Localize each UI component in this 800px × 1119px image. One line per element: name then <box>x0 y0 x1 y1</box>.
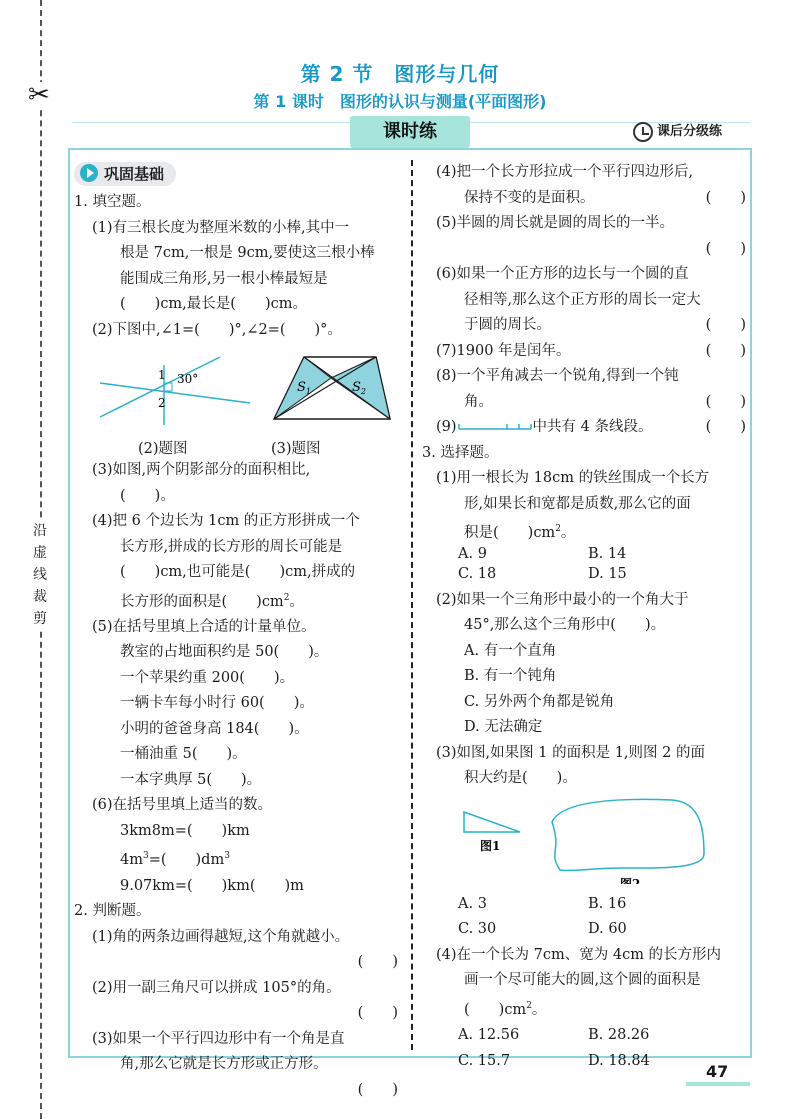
q2-4-line2: 保持不变的是面积。 ( ) <box>422 186 750 212</box>
q1-3-line1: (3)如图,两个阴影部分的面积相比, <box>92 462 311 478</box>
right-column <box>422 160 750 1074</box>
q2-4-line1: (4)把一个长方形拉成一个平行四边形后, <box>436 164 694 180</box>
section-title: 第 2 节 图形与几何 <box>300 62 500 86</box>
q1-1-line1: (1)有三根长度为整厘米数的小棒,其中一 <box>92 219 350 236</box>
level-badge <box>633 120 722 142</box>
q1-6-b: $4m^3=$( )$dm^3$ <box>120 851 230 869</box>
q1-1-line2: 根是 7cm,一根是 9cm,要使这三根小棒 <box>120 245 375 261</box>
answer-blank[interactable]: ( ) <box>705 317 746 333</box>
option-d[interactable]: D. 18.84 <box>588 1052 650 1069</box>
clock-icon <box>633 122 653 142</box>
q1-1-line4: ( )cm,最长是( )cm。 <box>120 296 307 312</box>
s1-label: $S_1$ <box>297 380 311 396</box>
q2-6-line3: 于圆的周长。 ( ) <box>422 313 750 339</box>
section-header <box>74 162 176 186</box>
q1-5-item: 教室的占地面积约是 50( )。 <box>120 644 329 661</box>
answer-blank[interactable]: ( ) <box>705 189 746 206</box>
q1-4-line3: ( )cm,也可能是( )cm,拼成的 <box>120 564 356 580</box>
q2-1: (1)角的两条边画得越短,这个角就越小。 <box>92 928 350 945</box>
option-c[interactable]: C. 30 <box>458 921 497 938</box>
option-a[interactable]: A. 9 <box>458 546 487 563</box>
q3-1-line3: 积是( )$cm^2$。 <box>464 524 576 541</box>
q3-2-line1: (2)如果一个三角形中最小的一个角大于 <box>436 591 689 608</box>
figure-1-label: 图1 <box>480 838 501 853</box>
angle-and-trapezoid-figures <box>74 345 404 435</box>
q1-4-line4: 长方形的面积是( )$cm^2$。 <box>120 592 304 610</box>
option-d[interactable]: D. 60 <box>588 921 627 938</box>
option-c[interactable]: C. 另外两个角都是锐角 <box>464 693 615 710</box>
crossing-line <box>100 383 250 403</box>
q2-6-line2: 径相等,那么这个正方形的周长一定大 <box>464 291 701 308</box>
play-icon <box>80 164 98 182</box>
caption-q3: (3)题图 <box>271 441 321 457</box>
s2-label: $S_2$ <box>352 380 366 396</box>
cut-instruction: 沿虚线裁剪 <box>30 520 50 630</box>
answer-blank[interactable]: ( ) <box>357 954 398 971</box>
page-number-bar <box>686 1082 750 1086</box>
q2-2: (2)用一副三角尺可以拼成 105°的角。 <box>92 979 341 996</box>
option-b[interactable]: B. 16 <box>588 895 627 912</box>
q1-1-line3: 能围成三角形,另一根小棒最短是 <box>120 270 328 287</box>
left-column <box>74 162 404 1103</box>
q3-1-options-row1 <box>422 546 750 562</box>
q3-3-line1: (3)如图,如果图 1 的面积是 1,则图 2 的面 <box>436 744 705 761</box>
answer-blank[interactable]: ( ) <box>705 342 746 359</box>
q1-5-item: 一本字典厚 5( )。 <box>120 771 262 788</box>
answer-blank[interactable]: ( ) <box>705 240 746 257</box>
q2-8-line2: 角。 ( ) <box>422 390 750 416</box>
q3-1-options-row2 <box>422 562 750 588</box>
figure-2-irregular-shape <box>552 799 704 870</box>
angle-2-label: 2 <box>158 396 166 410</box>
q1-title: 1. 填空题。 <box>74 194 151 210</box>
page-number: 47 <box>706 1062 729 1081</box>
segment-figure <box>457 422 533 432</box>
q3-4-line1: (4)在一个长为 7cm、宽为 4cm 的长方形内 <box>436 946 722 963</box>
q2-6-line1: (6)如果一个正方形的边长与一个圆的直 <box>436 266 689 282</box>
practice-banner: 课时练 <box>350 116 470 148</box>
column-divider <box>411 160 413 1050</box>
option-b[interactable]: B. 有一个钝角 <box>464 668 557 685</box>
answer-blank[interactable]: ( ) <box>357 1081 398 1098</box>
option-c[interactable]: C. 18 <box>458 566 497 583</box>
caption-q2: (2)题图 <box>138 441 188 457</box>
q2-title: 2. 判断题。 <box>74 903 151 920</box>
badge-label: 课后分级练 <box>657 124 723 139</box>
q3-3-options-row1 <box>422 892 750 918</box>
option-a[interactable]: A. 3 <box>458 895 487 912</box>
q3-3-options-row2 <box>422 917 750 943</box>
option-a[interactable]: A. 12.56 <box>458 1027 520 1044</box>
option-b[interactable]: B. 28.26 <box>588 1027 650 1044</box>
answer-blank[interactable]: ( ) <box>705 419 746 435</box>
q1-2: (2)下图中,∠1=( )°,∠2=( )°。 <box>92 321 342 338</box>
q3-title: 3. 选择题。 <box>422 444 499 461</box>
q3-1-line1: (1)用一根长为 18cm 的铁丝围成一个长方 <box>436 470 710 486</box>
option-d[interactable]: D. 15 <box>588 566 627 583</box>
lesson-title: 第 1 课时 图形的认识与测量(平面图形) <box>253 92 547 111</box>
q1-5-item: 小明的爸爸身高 184( )。 <box>120 720 309 737</box>
angle-30-label: 30° <box>177 372 199 386</box>
q2-5: (5)半圆的周长就是圆的周长的一半。 <box>436 215 675 231</box>
q3-4-options-row1 <box>422 1023 750 1049</box>
q1-3-line2: ( )。 <box>120 487 175 504</box>
q3-3-line2: 积大约是( )。 <box>464 770 577 787</box>
figure-captions <box>74 437 404 458</box>
q1-6-a: 3km8m=( )km <box>120 822 250 839</box>
q2-7: (7)1900 年是闰年。 ( ) <box>422 339 750 365</box>
q1-5-item: 一桶油重 5( )。 <box>120 746 247 763</box>
answer-blank[interactable]: ( ) <box>357 1005 398 1022</box>
area-figures <box>422 792 750 884</box>
answer-blank[interactable]: ( ) <box>705 393 746 410</box>
q2-9: (9) 中共有 4 条线段。 ( ) <box>422 415 750 441</box>
q1-6-c: 9.07km=( )km( )m <box>120 877 304 894</box>
q1-5-item: 一辆卡车每小时行 60( )。 <box>120 695 314 712</box>
figure-2-label: 图2 <box>620 876 641 884</box>
q1-5-item: 一个苹果约重 200( )。 <box>120 669 295 686</box>
option-d[interactable]: D. 无法确定 <box>464 719 543 736</box>
q2-8-line1: (8)一个平角减去一个锐角,得到一个钝 <box>436 368 679 384</box>
option-a[interactable]: A. 有一个直角 <box>464 642 557 659</box>
q1-4-line1: (4)把 6 个边长为 1cm 的正方形拼成一个 <box>92 513 360 529</box>
q3-2-line2: 45°,那么这个三角形中( )。 <box>464 617 666 634</box>
section-header-label: 巩固基础 <box>104 165 165 183</box>
option-b[interactable]: B. 14 <box>588 546 627 563</box>
q1-5-title: (5)在括号里填上合适的计量单位。 <box>92 618 316 635</box>
angle-1-label: 1 <box>158 368 166 382</box>
q2-3-line1: (3)如果一个平行四边形中有一个角是直 <box>92 1030 345 1047</box>
q3-4-options-row2 <box>422 1049 750 1075</box>
q3-4-line2: 画一个尽可能大的圆,这个圆的面积是 <box>464 972 701 989</box>
q1-6-title: (6)在括号里填上适当的数。 <box>92 797 273 814</box>
option-c[interactable]: C. 15.7 <box>458 1052 511 1069</box>
figure-1-triangle <box>464 812 520 832</box>
q1-4-line2: 长方形,拼成的长方形的周长可能是 <box>120 538 343 555</box>
q3-1-line2: 形,如果长和宽都是质数,那么它的面 <box>464 495 691 512</box>
scissors-icon: ✂ <box>28 80 50 110</box>
figures-q2-q3 <box>74 345 404 435</box>
q2-3-line2: 角,那么它就是长方形或正方形。 <box>120 1056 328 1073</box>
q3-4-line3: ( )$cm^2$。 <box>464 1000 547 1018</box>
figures-q3-3 <box>422 792 750 884</box>
